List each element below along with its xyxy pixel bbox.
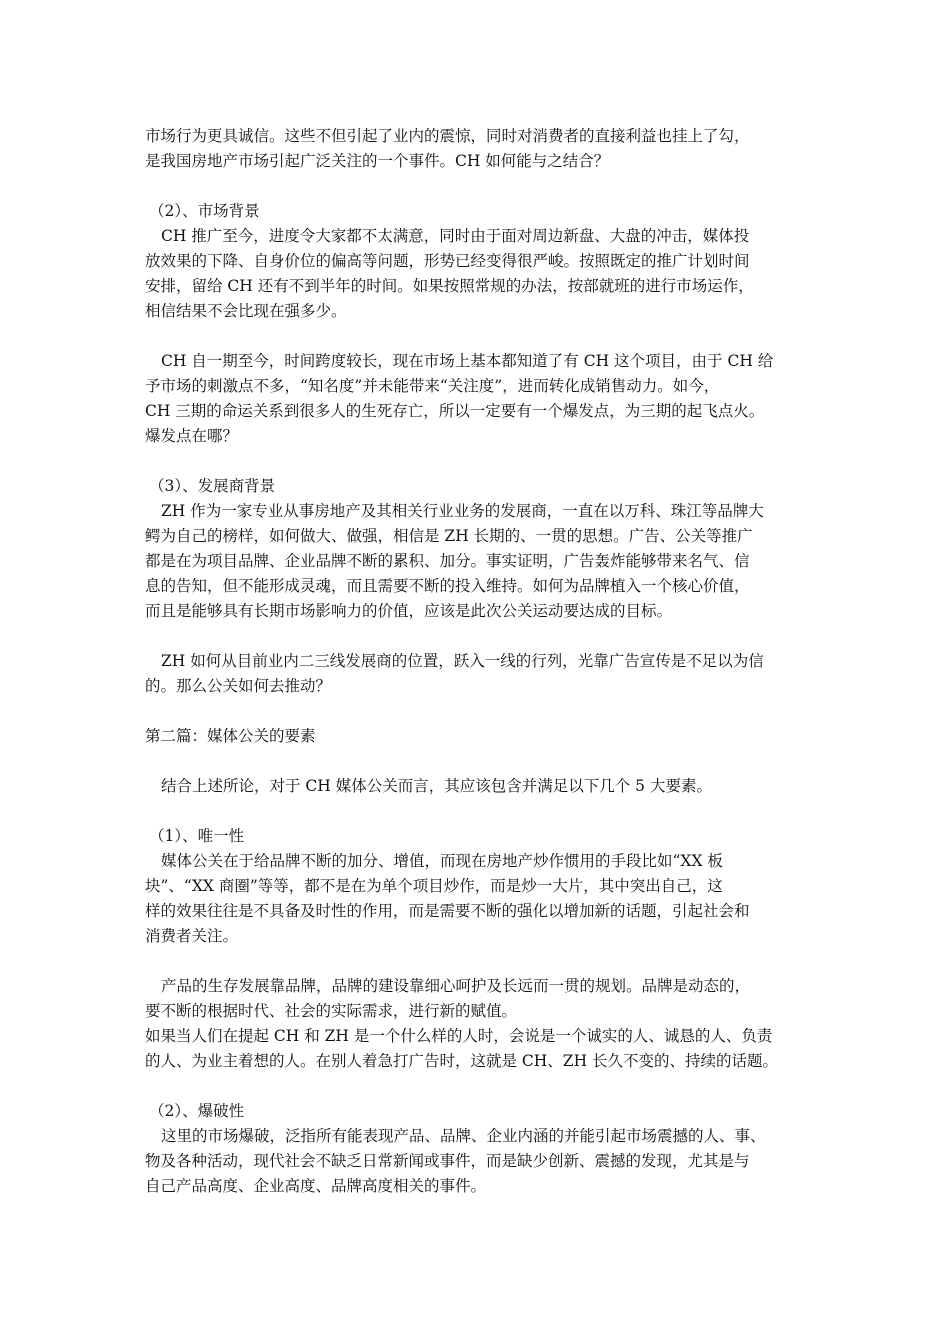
- text-line: 安排，留给 CH 还有不到半年的时间。如果按照常规的办法，按部就班的进行市场运作，: [145, 277, 754, 295]
- text-line: 的人、为业主着想的人。在别人着急打广告时，这就是 CH、ZH 长久不变的、持续的话题。: [145, 1052, 779, 1070]
- text-line: 要不断的根据时代、社会的实际需求，进行新的赋值。: [145, 1002, 518, 1020]
- text-line: 的。那么公关如何去推动？: [145, 677, 332, 695]
- text-line: 是我国房地产市场引起广泛关注的一个事件。CH 如何能与之结合？: [145, 152, 610, 170]
- text-line: 爆发点在哪？: [145, 427, 239, 445]
- chapter-title: 第二篇：媒体公关的要素: [145, 727, 316, 745]
- text-line: 样的效果往往是不具备及时性的作用，而是需要不断的强化以增加新的话题，引起社会和: [145, 902, 750, 920]
- text-line: ZH 作为一家专业从事房地产及其相关行业业务的发展商，一直在以万科、珠江等品牌大: [161, 502, 764, 520]
- text-line: CH 自一期至今，时间跨度较长，现在市场上基本都知道了有 CH 这个项目，由于 CH 给: [161, 352, 774, 370]
- text-line: 这里的市场爆破，泛指所有能表现产品、品牌、企业内涵的并能引起市场震撼的人、事、: [161, 1127, 766, 1145]
- text-line: 块”、“XX 商圈”等等，都不是在为单个项目炒作，而是炒一大片，其中突出自己，这: [145, 877, 723, 895]
- text-line: 息的告知，但不能形成灵魂，而且需要不断的投入维持。如何为品牌植入一个核心价值，: [145, 577, 750, 595]
- text-line: 结合上述所论，对于 CH 媒体公关而言，其应该包含并满足以下几个 5 大要素。: [161, 777, 712, 795]
- text-line: 如果当人们在提起 CH 和 ZH 是一个什么样的人时，会说是一个诚实的人、诚恳的人、负责: [145, 1027, 773, 1045]
- section-heading: （2）、爆破性: [149, 1102, 245, 1120]
- text-line: 相信结果不会比现在强多少。: [145, 302, 347, 320]
- text-line: 产品的生存发展靠品牌，品牌的建设靠细心呵护及长远而一贯的规划。品牌是动态的，: [161, 977, 751, 995]
- section-heading: （2）、市场背景: [149, 202, 260, 220]
- text-line: ZH 如何从目前业内二三线发展商的位置，跃入一线的行列，光靠广告宣传是不足以为信: [161, 652, 764, 670]
- text-line: 都是在为项目品牌、企业品牌不断的累积、加分。事实证明，广告轰炸能够带来名气、信: [145, 552, 750, 570]
- text-line: 予市场的刺激点不多，“知名度”并未能带来“关注度”，进而转化成销售动力。如今，: [145, 377, 720, 395]
- text-line: 市场行为更具诚信。这些不但引起了业内的震惊，同时对消费者的直接利益也挂上了勾，: [145, 127, 750, 145]
- text-line: 媒体公关在于给品牌不断的加分、增值，而现在房地产炒作惯用的手段比如“XX 板: [161, 852, 723, 870]
- text-line: 鳄为自己的榜样，如何做大、做强，相信是 ZH 长期的、一贯的思想。广告、公关等推广: [145, 527, 753, 545]
- text-line: 而且是能够具有长期市场影响力的价值，应该是此次公关运动要达成的目标。: [145, 602, 673, 620]
- section-heading: （3）、发展商背景: [149, 477, 276, 495]
- section-heading: （1）、唯一性: [149, 827, 245, 845]
- text-line: 消费者关注。: [145, 927, 239, 945]
- text-line: CH 三期的命运关系到很多人的生死存亡，所以一定要有一个爆发点，为三期的起飞点火。: [145, 402, 765, 420]
- text-line: 自己产品高度、企业高度、品牌高度相关的事件。: [145, 1177, 487, 1195]
- text-line: CH 推广至今，进度令大家都不太满意，同时由于面对周边新盘、大盘的冲击，媒体投: [161, 227, 750, 245]
- text-line: 放效果的下降、自身价位的偏高等问题，形势已经变得很严峻。按照既定的推广计划时间: [145, 252, 750, 270]
- text-line: 物及各种活动，现代社会不缺乏日常新闻或事件，而是缺少创新、震撼的发现，尤其是与: [145, 1152, 750, 1170]
